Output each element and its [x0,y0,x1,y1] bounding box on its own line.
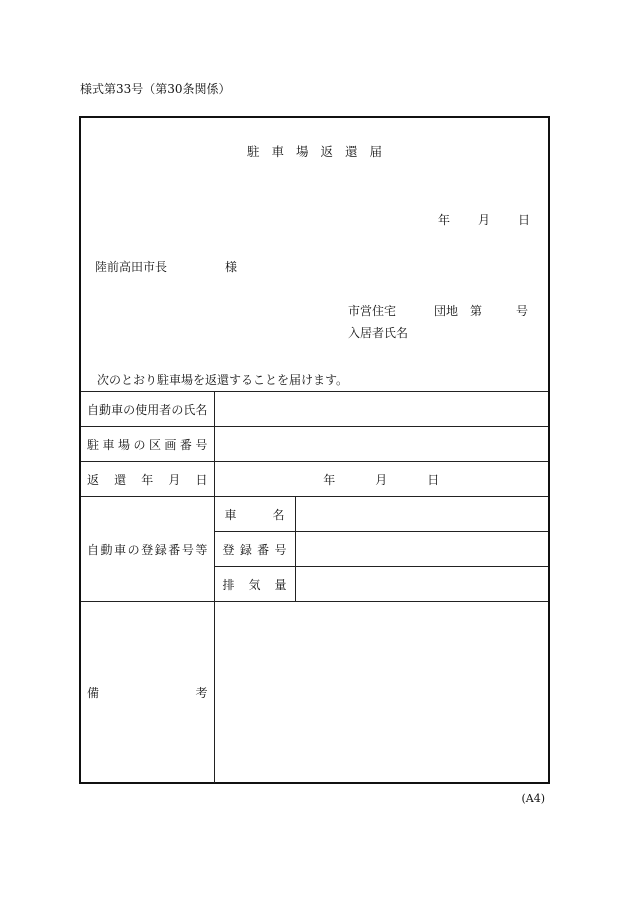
return-date-label [81,462,214,497]
remarks-label [81,602,214,784]
remarks-text: 備 考 [87,686,208,700]
month-label: 月 [375,472,388,487]
table-row [81,392,548,427]
form-table [81,391,548,783]
car-name-text: 車 名 [224,507,285,522]
reg-number-text: 登 録 番 号 [222,542,287,557]
user-name-text: 自 動 車 の 使 用 者 の 氏 名 [87,402,208,417]
displacement-field[interactable] [295,567,548,602]
car-name-field[interactable] [295,497,548,532]
registration-label [81,497,214,602]
reg-number-field[interactable] [295,532,548,567]
go-label: 号 [516,304,529,318]
form-frame [79,116,550,784]
user-name-field[interactable] [214,392,548,427]
return-date-text: 返 還 年 月 日 [87,472,208,487]
remarks-field[interactable] [214,602,548,784]
day-label: 日 [427,472,440,487]
displacement-text: 排 気 量 [222,577,287,592]
section-number-text: 駐 車 場 の 区 画 番 号 [87,437,208,452]
housing-label: 市営住宅 [348,304,397,318]
table-row [81,462,548,497]
month-label: 月 [477,213,490,227]
section-number-field[interactable] [214,427,548,462]
addressee-honorific: 様 [225,260,238,274]
year-label: 年 [323,472,336,487]
complex-label: 団地 [434,304,459,318]
form-title: 駐車場返還届 [246,144,394,159]
addressee-name: 陸前高田市長 [95,260,168,274]
user-name-label [81,392,214,427]
registration-text: 自 動 車 の 登 録 番 号 等 [87,542,208,557]
table-row [81,602,548,784]
resident-label: 入居者氏名 [348,326,409,340]
year-label: 年 [437,213,450,227]
housing-line [348,302,528,319]
statement: 次のとおり駐車場を返還することを届けます。 [97,373,349,387]
submission-date [438,211,530,228]
addressee [95,258,237,275]
paper-size: (A4) [521,792,545,805]
form-number: 様式第33号（第30条関係） [80,82,231,96]
displacement-label [214,567,295,602]
table-row [81,497,548,532]
table-row [81,427,548,462]
reg-number-label [214,532,295,567]
day-label: 日 [517,213,530,227]
section-number-label [81,427,214,462]
return-date-field[interactable] [214,462,548,497]
car-name-label [214,497,295,532]
dai-label: 第 [470,304,483,318]
